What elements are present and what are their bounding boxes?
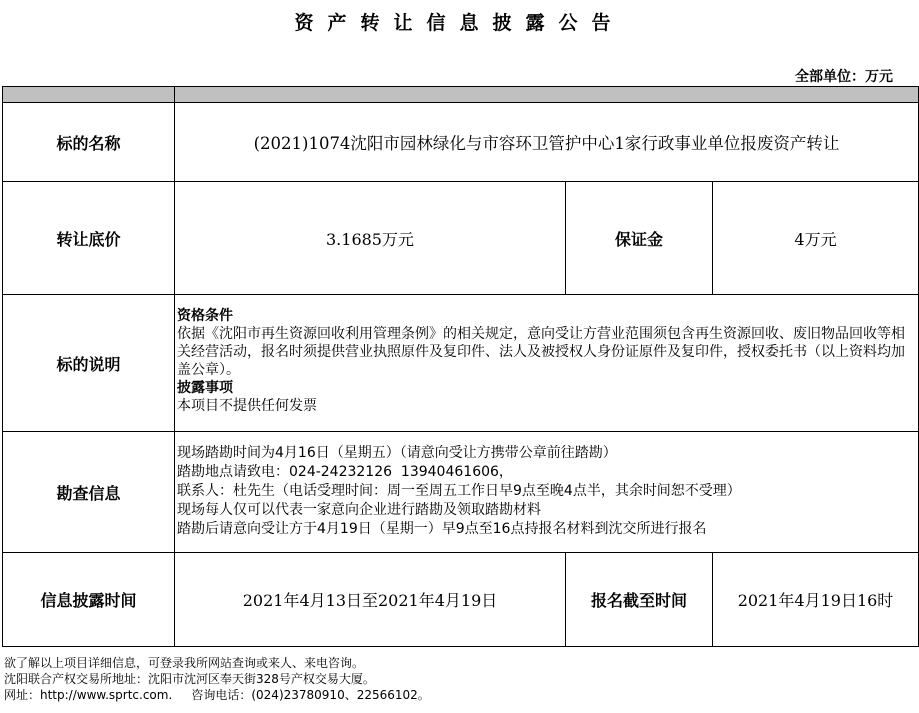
unit-label: 全部单位：万元 — [795, 69, 893, 85]
qualification-title: 资格条件 — [177, 308, 233, 324]
period-label: 信息披露时间 — [3, 553, 175, 647]
price-value: 3.1685万元 — [175, 182, 566, 295]
desc-label: 标的说明 — [3, 295, 175, 432]
survey-line: 现场踏勘时间为4月16日（星期五）（请意向受让方携带公章前往踏勘） — [177, 445, 617, 461]
deadline-value: 2021年4月19日16时 — [713, 553, 919, 647]
name-label: 标的名称 — [3, 103, 175, 182]
header-cell — [3, 87, 175, 103]
page-title: 资产转让信息披露公告 — [294, 12, 625, 34]
survey-line: 现场每人仅可以代表一家意向企业进行踏勘及领取踏勘材料 — [177, 502, 541, 518]
announcement-table — [2, 86, 919, 647]
header-cell — [175, 87, 919, 103]
survey-cell — [175, 432, 919, 553]
survey-line: 踏勘后请意向受让方于4月19日（星期一）早9点至16点持报名材料到沈交所进行报名 — [177, 521, 707, 537]
table-row — [3, 432, 919, 553]
table-header-row — [3, 87, 919, 103]
survey-label: 勘查信息 — [3, 432, 175, 553]
period-value: 2021年4月13日至2021年4月19日 — [175, 553, 566, 647]
name-value: (2021)1074沈阳市园林绿化与市容环卫管护中心1家行政事业单位报废资产转让 — [175, 103, 919, 182]
survey-line: 联系人：杜先生（电话受理时间：周一至周五工作日早9点至晚4点半，其余时间恕不受理） — [177, 483, 741, 499]
disclosure-title: 披露事项 — [177, 380, 233, 396]
qualification-text: 依据《沈阳市再生资源回收利用管理条例》的相关规定，意向受让方营业范围须包含再生资源回收、废旧物品回收等相关经营活动，报名时须提供营业执照原件及复印件、法人及被授权人身份证原件及复印件，授权委托书（以上资料均加盖公章）。 — [177, 326, 905, 378]
deadline-label: 报名截至时间 — [566, 553, 713, 647]
table-row — [3, 103, 919, 182]
table-row — [3, 295, 919, 432]
survey-line: 踏勘地点请致电：024-24232126 13940461606， — [177, 464, 513, 480]
price-label: 转让底价 — [3, 182, 175, 295]
deposit-value: 4万元 — [713, 182, 919, 295]
desc-cell — [175, 295, 919, 432]
footer-address: 沈阳联合产权交易所地址：沈阳市沈河区奉天街328号产权交易大厦。 — [4, 672, 375, 686]
table-row — [3, 182, 919, 295]
deposit-label: 保证金 — [566, 182, 713, 295]
table-row — [3, 553, 919, 647]
footer-contact: 网址：http://www.sprtc.com. 咨询电话：(024)23780910、22566102。 — [4, 688, 430, 702]
disclosure-text: 本项目不提供任何发票 — [177, 398, 317, 414]
footer-line: 欲了解以上项目详细信息，可登录我所网站查询或来人、来电咨询。 — [4, 656, 365, 670]
